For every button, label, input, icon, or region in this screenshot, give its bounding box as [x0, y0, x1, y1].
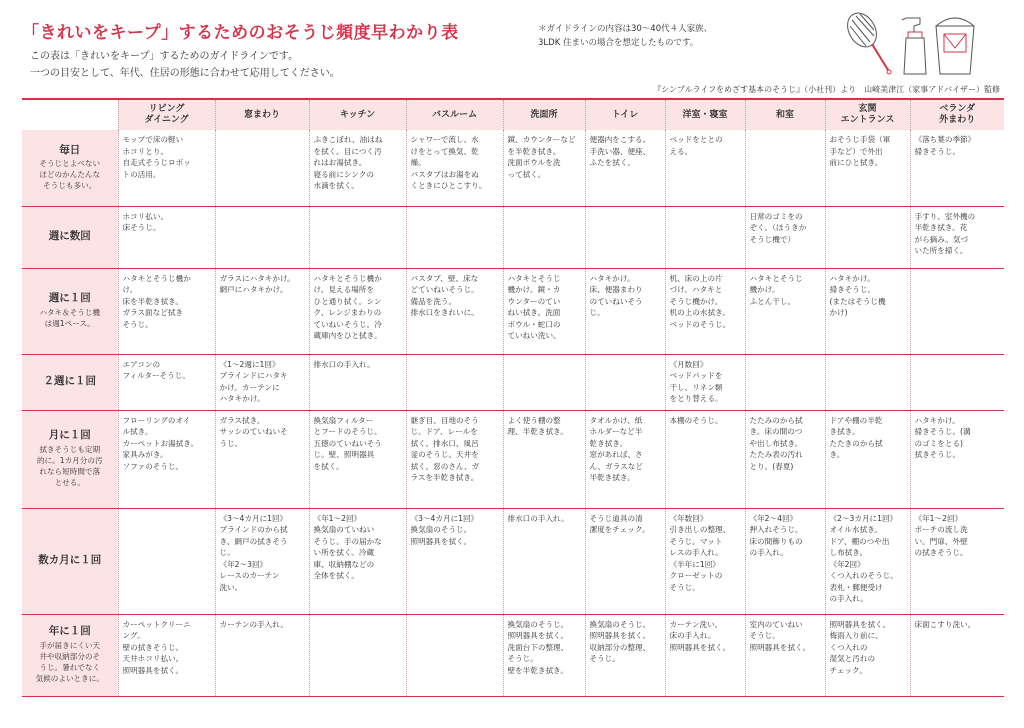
row-header	[22, 614, 118, 696]
table-cell: ハタキとそうじ機か け。 床を半乾き拭き。 ガラス面など拭き そうじ。	[118, 268, 215, 354]
note-line: ＊ガイドラインの内容は30〜40代４人家族、	[538, 24, 713, 34]
table-cell: 照明器具を拭く。 梅雨入り前に、 くつ入れの 湿気と汚れの チェック。	[825, 614, 910, 696]
table-cell: 排水口の手入れ。	[309, 354, 406, 410]
table-cell	[665, 206, 745, 268]
col-header: 窓まわり	[215, 99, 309, 130]
table-cell	[745, 354, 825, 410]
table-cell: 排水口の手入れ。	[503, 508, 585, 614]
frequency-label: 毎日	[59, 143, 81, 156]
col-header: ベランダ 外まわり	[910, 99, 1004, 130]
table-cell: 継ぎ目、目地のそう じ。ドア、レールを 拭く。排水口、風呂 釜のそうじ。天井を 拭く。窓のさん、ガ ラスを半乾き拭き。	[406, 410, 503, 508]
frequency-label: 数カ月に１回	[38, 554, 102, 567]
table-cell: ハタキとそうじ 機かけ。鏡・カ ウンターのてい ねい拭き。洗面 ボウル・蛇口の ていねい洗い。	[503, 268, 585, 354]
table-cell	[825, 354, 910, 410]
cleaning-frequency-table	[22, 98, 1004, 697]
table-cell: 《3〜4カ月に1回》 換気扇のそうじ。 照明器具を拭く。	[406, 508, 503, 614]
col-header: 洗面所	[503, 99, 585, 130]
table-row	[22, 206, 1004, 268]
col-header: バスルーム	[406, 99, 503, 130]
table-cell: ガラス拭き。 サッシのていねいそ うじ。	[215, 410, 309, 508]
frequency-note: 拭きそうじも定期 的に。1カ月分の汚 れなら短時間で落 とせる。	[36, 444, 103, 487]
table-cell: モップで床の軽い ホコリとり。 自走式そうじロボッ トの活用。	[118, 130, 215, 206]
spray-bottle-icon	[902, 18, 926, 74]
table-cell	[406, 354, 503, 410]
table-row	[22, 268, 1004, 354]
col-header: 洋室・寝室	[665, 99, 745, 130]
table-cell: シャワーで流し、水 けをとって換気、乾 燥。 バスタブはお湯をぬ くときにひとこすり。	[406, 130, 503, 206]
table-cell: ハタキかけ。 床、便器まわり のていねいそう じ。	[585, 268, 665, 354]
table-cell: 《月数回》 ベッドパッドを 干し、リネン類 をとり替える。	[665, 354, 745, 410]
table-cell: 便器内をこする。 手洗い器、便座、 ふたを拭く。	[585, 130, 665, 206]
table-cell	[585, 206, 665, 268]
row-header	[22, 130, 118, 206]
table-cell: カーテンの手入れ。	[215, 614, 309, 696]
table-cell: 《落ち葉の季節》 掃きそうじ。	[910, 130, 1004, 206]
frequency-note: 手が届きにくい天 井や収納部分のそ うじ。暑れでなく 気候のよいときに。	[35, 640, 104, 683]
frequency-label: 月に１回	[48, 429, 91, 442]
table-cell: 床面こすり洗い。	[910, 614, 1004, 696]
corner-cell	[22, 99, 118, 130]
table-cell: ホコリ払い。 床そうじ。	[118, 206, 215, 268]
table-cell: カーペットクリーニ ング。 壁の拭きそうじ。 天井ホコリ払い。 照明器具を拭く。	[118, 614, 215, 696]
table-cell: ハタキとそうじ機か け。見える場所を ひと通り拭く。シン ク、レンジまわりの ていねいそうじ。冷 蔵庫内をひと拭き。	[309, 268, 406, 354]
table-cell: ふきこぼれ、油はね を拭く。目につく汚 れはお湯拭き。 寝る前にシンクの 水滴を拭く。	[309, 130, 406, 206]
row-header	[22, 268, 118, 354]
table-row	[22, 614, 1004, 696]
source-credit: 『シンプルライフをめざす基本のそうじ』（小社刊）より 山崎美津江（家事アドバイザー）監修	[653, 85, 1000, 94]
table-cell: 《3〜4カ月に1回》 ブラインドのから拭 き、網戸の拭きそう じ。 《年2〜3回》 レースのカーテン 洗い。	[215, 508, 309, 614]
frequency-note: ハタキ＆そうじ機 は週1ペース。	[39, 307, 101, 328]
table-cell	[406, 614, 503, 696]
table-cell: ドアや棚の半乾 き拭き。 たたきのから拭 き。	[825, 410, 910, 508]
table-cell	[309, 614, 406, 696]
table-cell	[910, 268, 1004, 354]
table-cell: ハタキかけ。 掃きそうじ。(溝 のゴミをとる) 拭きそうじ。	[910, 410, 1004, 508]
table-cell: おそうじ手袋（軍 手など）で外出 前にひと拭き。	[825, 130, 910, 206]
table-cell: 日常のゴミをの ぞく。（ほうきか そうじ機で）	[745, 206, 825, 268]
table-cell: 机、床の上の片 づけ。ハタキと そうじ機かけ。 机の上の水拭き。 ベッドのそうじ。	[665, 268, 745, 354]
col-header: リビング ダイニング	[118, 99, 215, 130]
note-line: 3LDK 住まいの場合を想定したものです。	[538, 38, 699, 48]
table-cell: バスタブ、壁、床な どていねいそうじ。 備品を洗う。 排水口をきれいに。	[406, 268, 503, 354]
row-header	[22, 206, 118, 268]
table-cell	[406, 206, 503, 268]
table-cell: タオルかけ、紙 ホルダーなど半 乾き拭き。 窓があれば、さ ん、ガラスなど 半乾き拭き。	[585, 410, 665, 508]
table-cell	[215, 206, 309, 268]
table-cell: 室内のていねい そうじ。 照明器具を拭く。	[745, 614, 825, 696]
table-cell: 換気扇フィルター とフードのそうじ。 五徳のていねいそう じ。壁、照明器具 を拭く。	[309, 410, 406, 508]
frequency-label: 週に１回	[48, 292, 91, 305]
row-header	[22, 508, 118, 614]
table-cell	[215, 130, 309, 206]
page-title: 「きれいをキープ」するためのおそうじ頻度早わかり表	[22, 23, 459, 43]
frequency-label: 週に数回	[48, 230, 91, 243]
row-header	[22, 354, 118, 410]
intro-line: この表は「きれいをキープ」するためのガイドラインです。	[30, 51, 299, 62]
table-row	[22, 354, 1004, 410]
table-cell: 《1〜2週に1回》 ブラインドにハタキ かけ。カーテンに ハタキかけ。	[215, 354, 309, 410]
table-cell	[118, 508, 215, 614]
col-header: 和室	[745, 99, 825, 130]
table-cell: ハタキかけ。 掃きそうじ。 (またはそうじ機 かけ)	[825, 268, 910, 354]
cleaning-tools-illustration	[840, 8, 980, 80]
table-cell: 《年数回》 引き出しの整理、 そうじ。マット レスの手入れ。 《半年に1回》 クローゼットの そうじ。	[665, 508, 745, 614]
table-cell: よく使う棚の整 理、半乾き拭き。	[503, 410, 585, 508]
col-header: 玄関 エントランス	[825, 99, 910, 130]
table-cell: フローリングのオイ ル拭き。 カーペットお湯拭き。 家具みがき。 ソファのそうじ。	[118, 410, 215, 508]
frequency-label: 年に１回	[48, 625, 91, 638]
table-cell	[585, 354, 665, 410]
col-header: トイレ	[585, 99, 665, 130]
table-cell: たたみのから拭 き。床の間のつ や出し布拭き。 たたみ表の汚れ とり。(春夏)	[745, 410, 825, 508]
table-cell: カーテン洗い。 床の手入れ。 照明器具を拭く。	[665, 614, 745, 696]
table-cell: ハタキとそうじ 機かけ。 ふとん干し。	[745, 268, 825, 354]
table-cell	[503, 206, 585, 268]
table-cell	[745, 130, 825, 206]
table-row	[22, 130, 1004, 206]
table-cell: ベッドをととの える。	[665, 130, 745, 206]
table-row	[22, 410, 1004, 508]
table-cell: 《年1〜2回》 換気扇のていねい そうじ。手の届かな い所を拭く。冷蔵 庫、収納棚などの 全体を拭く。	[309, 508, 406, 614]
frequency-label: ２週に１回	[43, 375, 96, 388]
row-header	[22, 410, 118, 508]
table-cell: 本棚のそうじ。	[665, 410, 745, 508]
frequency-note: そうじとよべない ほどのかんたんな そうじも多い。	[39, 159, 101, 190]
table-cell: ガラスにハタキかけ。 網戸にハタキかけ。	[215, 268, 309, 354]
table-cell: 手すり、室外機の 半乾き拭き。花 がら摘み。気づ いた所を掃く。	[910, 206, 1004, 268]
header-row	[22, 99, 1004, 130]
table-cell: そうじ道具の清 潔度をチェック。	[585, 508, 665, 614]
assumption-note	[538, 22, 712, 50]
table-cell: エアコンの フィルターそうじ。	[118, 354, 215, 410]
col-header: キッチン	[309, 99, 406, 130]
table-cell: 鏡、カウンターなど を半乾き拭き。 洗面ボウルを洗 って拭く。	[503, 130, 585, 206]
table-row	[22, 508, 1004, 614]
intro-line: 一つの目安として、年代、住居の形態に合わせて応用してください。	[30, 68, 340, 79]
duster-icon	[842, 8, 891, 74]
table-cell	[825, 206, 910, 268]
intro-text	[30, 48, 340, 82]
bucket-icon	[936, 18, 974, 74]
table-cell	[910, 354, 1004, 410]
table-cell: 換気扇のそうじ。 照明器具を拭く。 収納部分の整理、 そうじ。	[585, 614, 665, 696]
table-cell: 換気扇のそうじ。 照明器具を拭く。 洗面台下の整理、 そうじ。 壁を半乾き拭き。	[503, 614, 585, 696]
table-cell	[503, 354, 585, 410]
table-cell: 《2〜3カ月に1回》 オイル水拭き。 ドア、棚のつや出 し布拭き。 《年2回》 くつ入れのそうじ。 表札・郵便受け の手入れ。	[825, 508, 910, 614]
table-cell: 《年1〜2回》 ポーチの流し洗 い。門扉、外壁 の拭きそうじ。	[910, 508, 1004, 614]
table-cell: 《年2〜4回》 押入れそうじ。 床の間飾りもの の手入れ。	[745, 508, 825, 614]
table-cell	[309, 206, 406, 268]
